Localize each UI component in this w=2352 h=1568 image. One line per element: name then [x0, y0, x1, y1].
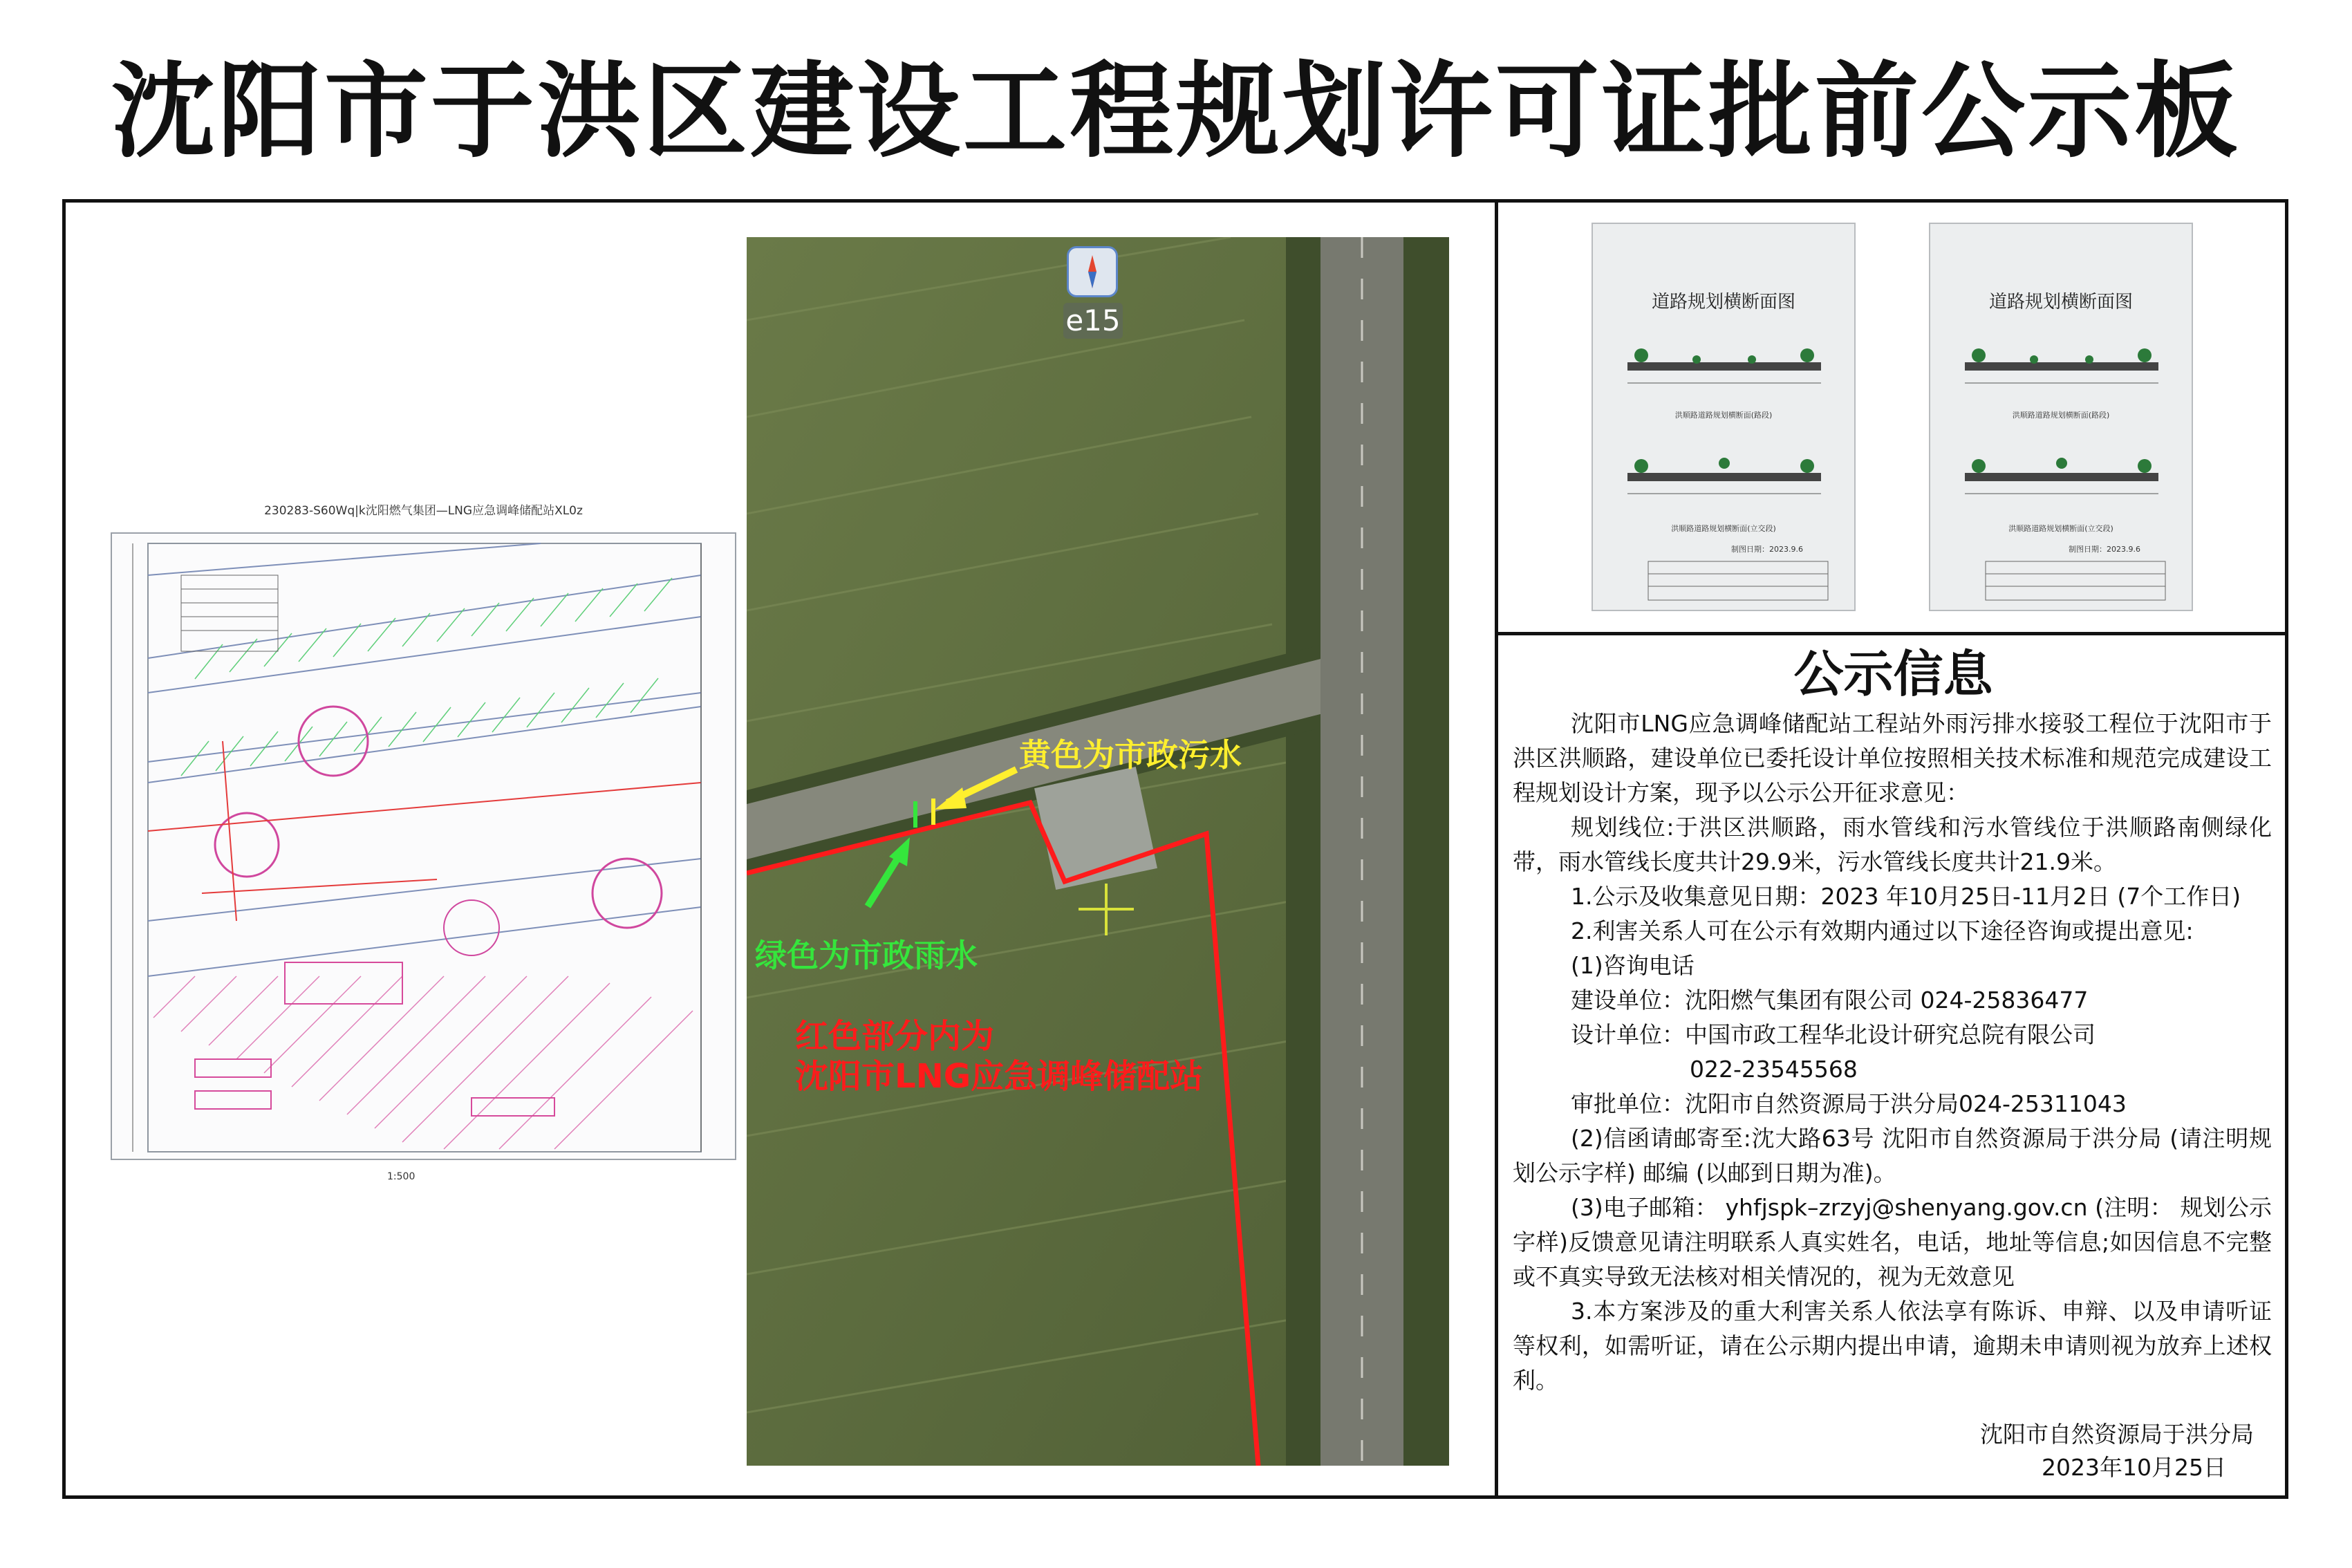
- thumbnail-title: 道路规划横断面图: [1651, 292, 1795, 312]
- thumbnail-caption-2: 洪顺路道路规划横断面(立交段): [2008, 524, 2113, 533]
- route-paragraph: 规划线位:于洪区洪顺路，雨水管线和污水管线位于洪顺路南侧绿化带，雨水管线长度共计29.9米，污水管线长度共计21.9米。: [1513, 814, 2272, 875]
- thumbnail-date: 制图日期：2023.9.6: [1731, 545, 1803, 554]
- intro-paragraph: 沈阳市LNG应急调峰储配站工程站外雨污排水接驳工程位于沈阳市于洪区洪顺路，建设单位已委托设计单位按照相关技术标准和规范完成建设工程规划设计方案，现予以公示公开征求意见：: [1513, 710, 2272, 806]
- thumbnail-title: 道路规划横断面图: [1988, 292, 2133, 312]
- designer-phone: 022-23545568: [1690, 1056, 1858, 1083]
- aerial-graphic: [747, 237, 1449, 1466]
- item-2-1: (1)咨询电话: [1571, 952, 1695, 979]
- horizontal-divider: [1495, 632, 2288, 635]
- red-area-label-line2: 沈阳市LNG应急调峰储配站: [795, 1057, 1204, 1096]
- announcement-heading: 公示信息: [1793, 645, 1993, 703]
- signature-date: 2023年10月25日: [2042, 1454, 2226, 1481]
- plan-scale: 1:500: [387, 1171, 416, 1182]
- green-rainwater-label: 绿色为市政雨水: [755, 937, 978, 974]
- board-title: 沈阳市于洪区建设工程规划许可证批前公示板: [111, 52, 2241, 172]
- item-2-3: (3)电子邮箱： yhfjspk–zrzyj@shenyang.gov.cn (注明： 规划公示字样)反馈意见请注明联系人真实姓名，电话，地址等信息;如因信息不完整或不真实导致无法核对相关情况的，视为无效意见: [1513, 1194, 2272, 1290]
- designer-line: 设计单位：中国市政工程华北设计研究总院有限公司: [1571, 1021, 2096, 1048]
- site-plan-graphic: [112, 534, 736, 1160]
- item-2: 2.利害关系人可在公示有效期内通过以下途径咨询或提出意见:: [1571, 917, 2194, 944]
- yellow-sewage-label: 黄色为市政污水: [1019, 736, 1242, 774]
- announcement-body: [1513, 707, 2272, 1398]
- item-1: 1.公示及收集意见日期：2023 年10月25日-11月2日 (7个工作日): [1571, 883, 2241, 910]
- vertical-divider: [1495, 199, 1498, 1499]
- compass-label: e15: [1063, 303, 1123, 339]
- thumbnail-caption-2: 洪顺路道路规划横断面(立交段): [1671, 524, 1776, 533]
- thumbnail-caption-1: 洪顺路道路规划横断面(路段): [1674, 411, 1773, 420]
- site-plan-drawing: [111, 532, 736, 1160]
- approver-line: 审批单位：沈阳市自然资源局于洪分局024-25311043: [1571, 1090, 2127, 1117]
- red-area-label-line1: 红色部分内为: [795, 1017, 995, 1056]
- plan-header: 230283-S60Wq|k沈阳燃气集团—LNG应急调峰储配站XL0z: [264, 504, 583, 518]
- aerial-photo: [747, 237, 1449, 1466]
- signature-org: 沈阳市自然资源局于洪分局: [1980, 1421, 2254, 1448]
- thumbnail-caption-1: 洪顺路道路规划横断面(路段): [2012, 411, 2110, 420]
- road-section-thumbnail-2[interactable]: [1929, 223, 2193, 611]
- compass-icon[interactable]: [1067, 246, 1118, 297]
- thumbnail-date: 制图日期：2023.9.6: [2069, 545, 2140, 554]
- item-3: 3.本方案涉及的重大利害关系人依法享有陈诉、申辩、以及申请听证等权利，如需听证，请在公示期内提出申请，逾期未申请则视为放弃上述权利。: [1513, 1298, 2272, 1394]
- road-section-thumbnail-1[interactable]: [1592, 223, 1856, 611]
- item-2-2: (2)信函请邮寄至:沈大路63号 沈阳市自然资源局于洪分局 (请注明规划公示字样) 邮编 (以邮到日期为准)。: [1513, 1125, 2272, 1186]
- builder-line: 建设单位：沈阳燃气集团有限公司 024-25836477: [1571, 987, 2089, 1014]
